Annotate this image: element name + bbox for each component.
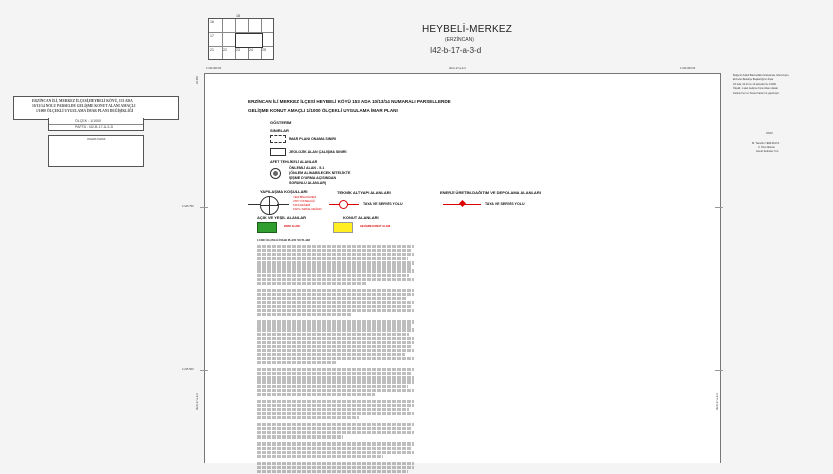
title-line-2: 10/13/14 NOLU PARSELDE GELİŞME KONUT ALANI AMAÇLI — [32, 104, 136, 108]
coord-top-right: 4 416 000.00 — [680, 67, 696, 70]
legend-konut: KONUT ALANLARI — [343, 215, 379, 220]
approval-line: Belgenin Kabul Bilemedikle Neticesinde, Ehemmiyet, — [733, 74, 790, 77]
grid-cell: 17 — [210, 34, 214, 38]
grid-cell: 18 — [236, 14, 240, 18]
grid-cell: 22 — [223, 48, 227, 52]
grid-cell: 24 — [249, 48, 253, 52]
grid-cell: 25 — [262, 48, 266, 52]
legend-park-alani: PARK ALANI — [284, 225, 300, 228]
coord-top-left: 4 416 000.00 — [206, 67, 222, 70]
plan-notes-body — [257, 245, 414, 474]
legend-onama-siniri: İMAR PLANI ONAMA SINIRI — [289, 137, 336, 141]
signer-title-1: V. Özel İdaresi — [758, 146, 775, 149]
title-line-1: ERZİNCAN İLİ, MERKEZ İLÇESİ,HEYBELİ KÖYÜ, 153 ADA — [32, 99, 133, 103]
legend-onlemli-desc-3: SORUNLU ALANLAR) — [289, 181, 327, 185]
signer-title-2: Genel Sekreter V.G. — [756, 150, 780, 153]
title-line-3: 1/1000 ÖLÇEKLİ UYGULAMA İMAR PLANI DEĞİŞİKLİĞİ — [36, 109, 134, 113]
grid-cell: 16 — [210, 20, 214, 24]
scale-box — [48, 118, 144, 131]
grid-cell: 23 — [236, 48, 240, 52]
approval-line: 2/4 Ada, 10-13 ve 14 parseller ile 1/1000 — [733, 82, 776, 86]
approval-line: Kararın Fen ve Ticaret Kararı bu yapılmıştır. — [733, 91, 780, 95]
sheet-subtitle: GELİŞME KONUT AMAÇLI 1/1000 ÖLÇEKLİ UYGULAMA İMAR PLANI — [248, 108, 398, 113]
approval-line: Ölçekli, 1 adet Gelişme Konut Alanı olarak — [733, 87, 778, 91]
yapilasma-item: YENİ BİNA DÜZENİ — [293, 196, 317, 199]
legend-teknik-altyapi: TEKNİK ALTYAPI ALANLARI — [337, 190, 391, 195]
yapilasma-item: TAKS DEĞERİ — [293, 204, 311, 207]
index-grid — [208, 18, 274, 60]
gelisme-konut-swatch — [333, 222, 353, 233]
legend-onlemli-desc-2: ŞİŞME D'URMA AÇISINDAN — [289, 176, 337, 180]
yapilasma-item: YAPI YÜKSEKLİĞİ — [293, 200, 315, 203]
jeolojik-sinir-symbol — [270, 148, 286, 156]
legend-yapilasma: YAPILAŞMA KOŞULLARI — [260, 189, 308, 194]
pafta-label: PAFTA : I42-B-17-A-3-D — [75, 125, 114, 129]
yapilasma-item: KAKS / EMSAL DEĞERİ — [293, 208, 322, 211]
legend-enerji: ENERJİ ÜRETİM-DAĞITIM VE DEPOLAMA ALANLARI — [440, 190, 541, 195]
legend-afet: AFET TEHLİKELİ ALANLAR — [270, 160, 318, 164]
plan-notes-title: 1/1000 ÖLÇEKLİ İMAR PLANI NOTLARI — [257, 239, 311, 242]
legend-enerji-item: TAYA VE SERVİS YOLU — [485, 202, 525, 206]
coord-left-side-1: 32 450 — [196, 76, 199, 84]
coord-left-1: 4 415 750 — [182, 205, 194, 208]
approval-stamp-box — [48, 135, 144, 167]
legend-gosterim: GÖSTERİM — [270, 120, 292, 125]
legend-sinirlar: SINIRLAR — [270, 128, 289, 133]
scale-label: ÖLÇEK : 1/1000 — [75, 119, 102, 123]
approval-onay: ONAY — [766, 132, 774, 135]
page-title: HEYBELİ-MERKEZ — [422, 24, 513, 35]
legend-jeolojik-sinir: JEOLOJİK ALAN ÇALIŞMA SINIRI — [289, 150, 347, 154]
coord-left-2: 4 415 500 — [182, 368, 194, 371]
approval-block — [733, 74, 828, 96]
approval-line: Erzincan Belediye Başkanlığının İrişat — [733, 78, 774, 82]
legend-onlemli-desc-1: (ÖNLEM ALINABİLECEK NİTELİKTE — [289, 171, 351, 175]
teknik-altyapi-symbol — [339, 200, 348, 209]
yapilasma-symbol — [260, 196, 279, 215]
page-subtitle: (ERZİNCAN) — [445, 37, 474, 43]
legend-gelisme-konut: GELİŞME KONUT ALANI — [360, 225, 391, 228]
stamp-label: ONAMA TARİHİ — [87, 138, 106, 141]
sheet-code: I42-b-17-a-3-d — [430, 46, 482, 55]
onama-siniri-symbol — [270, 135, 286, 143]
signer-name: M. Tacettin YERLİKAYA — [752, 142, 780, 145]
legend-acik-yesil: AÇIK VE YEŞİL ALANLAR — [257, 215, 307, 220]
legend-onlemli-alan: ÖNLEMLİ ALAN - 5.1 — [289, 166, 325, 170]
sheet-title: ERZİNCAN İLİ MERKEZ İLÇESİ HEYBELİ KÖYÜ 153 ADA 10/13/14 NUMARALI PARSELLERDE — [248, 99, 451, 104]
park-alani-swatch — [257, 222, 277, 233]
coord-top-center: I42-b-17-a-3-d — [449, 67, 466, 70]
onlemli-alan-symbol — [270, 168, 281, 179]
title-block — [13, 96, 179, 120]
coord-left-side-2: I42-b-17-a-3-d — [196, 393, 199, 410]
coord-right-1: I42-b-17-a-3-d — [716, 393, 719, 410]
grid-cell: 21 — [210, 48, 214, 52]
legend-teknik-item: TAYA VE SERVİS YOLU — [363, 202, 403, 206]
